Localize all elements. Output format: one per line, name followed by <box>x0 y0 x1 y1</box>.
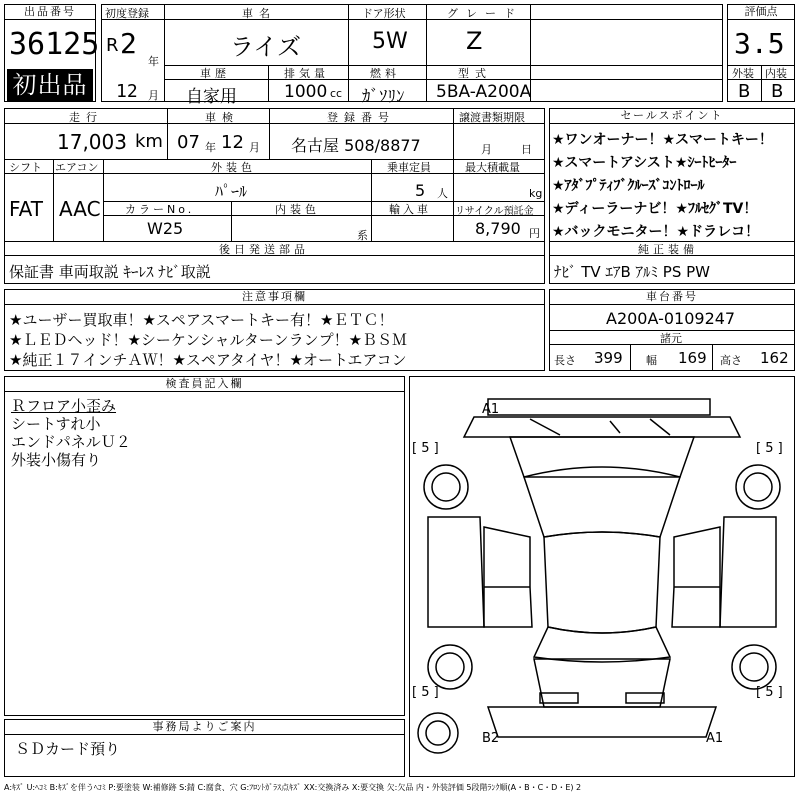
inspection-year: 07 <box>177 132 200 153</box>
ext-label: 外装 <box>732 67 754 80</box>
color-no-value: W25 <box>147 219 184 238</box>
office-header: 事務局よりご案内 <box>5 720 404 735</box>
inspector-header: 検査員記入欄 <box>5 377 404 392</box>
first-reg-header: 初度登録 <box>105 7 149 20</box>
color-no-header: カラーNo. <box>125 203 195 216</box>
grade-header: グレード <box>447 7 523 20</box>
grade-value: Z <box>466 27 483 55</box>
transfer-day-unit: 日 <box>521 143 532 156</box>
main-info-box <box>101 4 723 107</box>
inspector-box <box>4 376 405 716</box>
equipment-header: 純正装備 <box>638 243 698 256</box>
model-value: 5BA-A200A <box>436 82 532 102</box>
mark-five: [ 5 ] <box>756 441 783 456</box>
history-value: 自家用 <box>186 87 237 107</box>
max-load-header: 最大積載量 <box>465 161 520 174</box>
transfer-month-unit: 月 <box>481 143 492 156</box>
interior-color-header: 内装色 <box>275 203 320 216</box>
import-header: 輸入車 <box>389 203 431 216</box>
mark-b2: B2 <box>482 731 500 746</box>
ext-score: B <box>738 81 751 102</box>
sales-point-line: ★ワンオーナー！★スマートキー！ <box>552 132 773 148</box>
score-box <box>727 4 795 102</box>
height-value: 162 <box>760 349 789 367</box>
width-label: 幅 <box>646 354 657 367</box>
first-reg-year-unit: 年 <box>148 55 159 68</box>
max-load-unit: kg <box>529 187 543 200</box>
aircon-value: AAC <box>59 197 101 221</box>
mark-a1-top: A1 <box>482 402 500 417</box>
lot-number-box <box>4 4 100 102</box>
capacity-unit: 人 <box>437 187 448 200</box>
shift-value: FAT <box>9 197 44 221</box>
int-score: B <box>771 81 784 102</box>
notes-line: ★ＬＥＤヘッド！★シーケンシャルターンランプ！★ＢＳＭ <box>9 331 408 349</box>
displacement-value: 1000 <box>284 82 328 102</box>
door-header: ドア形状 <box>362 7 406 20</box>
mileage-value: 17,003 <box>57 130 127 154</box>
office-box <box>4 719 405 777</box>
sales-points-header: セールスポイント <box>550 109 794 124</box>
later-parts-value: 保証書 車両取説 ｷｰﾚｽ ﾅﾋﾞ取説 <box>9 263 211 281</box>
inspection-month-unit: 月 <box>249 141 260 154</box>
displacement-unit: cc <box>330 87 343 100</box>
capacity-value: 5 <box>415 181 426 200</box>
lot-number: 36125 <box>9 27 100 62</box>
car-name-header: 車名 <box>242 7 276 20</box>
notes-line: ★純正１７インチＡＷ！★スペアタイヤ！★オートエアコン <box>9 351 407 369</box>
chassis-header: 車台番号 <box>550 290 794 305</box>
inspection-month: 12 <box>221 132 244 153</box>
interior-color-unit: 系 <box>357 229 368 242</box>
length-value: 399 <box>594 349 623 367</box>
shift-header: シフト <box>9 161 42 174</box>
first-reg-month-unit: 月 <box>148 89 159 102</box>
transfer-header: 譲渡書類期限 <box>459 111 525 124</box>
sales-points-box <box>549 108 795 284</box>
recycle-value: 8,790 <box>475 219 521 238</box>
registration-value: 名古屋 508/8877 <box>291 136 421 155</box>
sales-point-line: ★ディーラーナビ！★ﾌﾙｾｸﾞTV！ <box>552 201 758 217</box>
inspection-header: 車検 <box>205 111 239 124</box>
recycle-header: リサイクル預託金 <box>455 206 534 217</box>
inspector-line: シートすれ小 <box>11 415 101 433</box>
recycle-unit: 円 <box>529 227 540 240</box>
mark-a1-bottom: A1 <box>706 731 724 746</box>
mark-five: [ 5 ] <box>412 441 439 456</box>
first-reg-month: 12 <box>116 81 138 102</box>
mark-five: [ 5 ] <box>412 685 439 700</box>
legend-text: A:ｷｽﾞ U:ﾍｺﾐ B:ｷｽﾞを伴うﾍｺﾐ P:要塗装 W:補修跡 S:錆 C:腐食、穴 G:ﾌﾛﾝﾄｶﾞﾗｽ点ｷｽﾞ XX:交換済み X:要交換 欠:欠品 内・外装評価 5段階ﾗﾝｸ順(A・B・C・D・E) 2 <box>4 783 582 792</box>
car-diagram <box>409 376 795 777</box>
car-name: ライズ <box>230 33 302 61</box>
later-parts-header: 後日発送部品 <box>219 243 309 256</box>
score-value: 3.5 <box>734 27 785 60</box>
height-label: 高さ <box>720 354 742 367</box>
notes-box <box>4 289 545 371</box>
equipment-value: ﾅﾋﾞ TV ｴｱB ｱﾙﾐ PS PW <box>554 263 710 281</box>
exterior-color-header: 外装色 <box>211 161 256 174</box>
sales-point-line: ★バックモニター！★ドラレコ！ <box>552 224 760 240</box>
inspector-line: エンドパネルＵ２ <box>11 433 131 451</box>
mark-five: [ 5 ] <box>756 685 783 700</box>
inspection-year-unit: 年 <box>205 141 216 154</box>
office-value: ＳＤカード預り <box>15 740 121 758</box>
width-value: 169 <box>678 349 707 367</box>
detail-box <box>4 108 545 284</box>
aircon-header: エアコン <box>55 161 99 174</box>
mileage-unit: km <box>135 131 163 152</box>
car-diagram-drawing <box>410 377 794 776</box>
score-header: 評価点 <box>728 5 794 20</box>
model-header: 型式 <box>458 67 492 80</box>
mileage-header: 走行 <box>69 111 103 124</box>
inspector-line: Ｒフロア小歪み <box>11 397 117 415</box>
fuel-value: ｶﾞｿﾘﾝ <box>362 87 405 107</box>
door-value: 5W <box>372 29 408 54</box>
notes-line: ★ユーザー買取車！★スペアスマートキー有！★ＥＴＣ！ <box>9 311 394 329</box>
chassis-value: A200A-0109247 <box>606 309 736 328</box>
capacity-header: 乗車定員 <box>387 161 431 174</box>
displacement-header: 排気量 <box>284 67 329 80</box>
first-reg-year: 2 <box>120 27 137 60</box>
fuel-header: 燃料 <box>370 67 400 80</box>
dims-header: 諸元 <box>660 332 682 345</box>
sales-point-line: ★ｱﾀﾞﾌﾟﾃｨﾌﾞｸﾙｰｽﾞｺﾝﾄﾛｰﾙ <box>552 178 705 194</box>
inspector-line: 外装小傷有り <box>11 451 102 469</box>
int-label: 内装 <box>765 67 787 80</box>
notes-header: 注意事項欄 <box>5 290 544 305</box>
first-listing-badge: 初出品 <box>7 69 93 101</box>
lot-number-header: 出品番号 <box>5 5 95 20</box>
registration-header: 登録番号 <box>327 111 395 124</box>
sales-point-line: ★スマートアシスト★ｼｰﾄﾋｰﾀｰ <box>552 155 737 171</box>
exterior-color-value: ﾊﾟｰﾙ <box>215 182 248 201</box>
length-label: 長さ <box>554 354 576 367</box>
history-header: 車歴 <box>200 67 230 80</box>
chassis-box <box>549 289 795 371</box>
first-reg-era: R <box>106 35 119 56</box>
